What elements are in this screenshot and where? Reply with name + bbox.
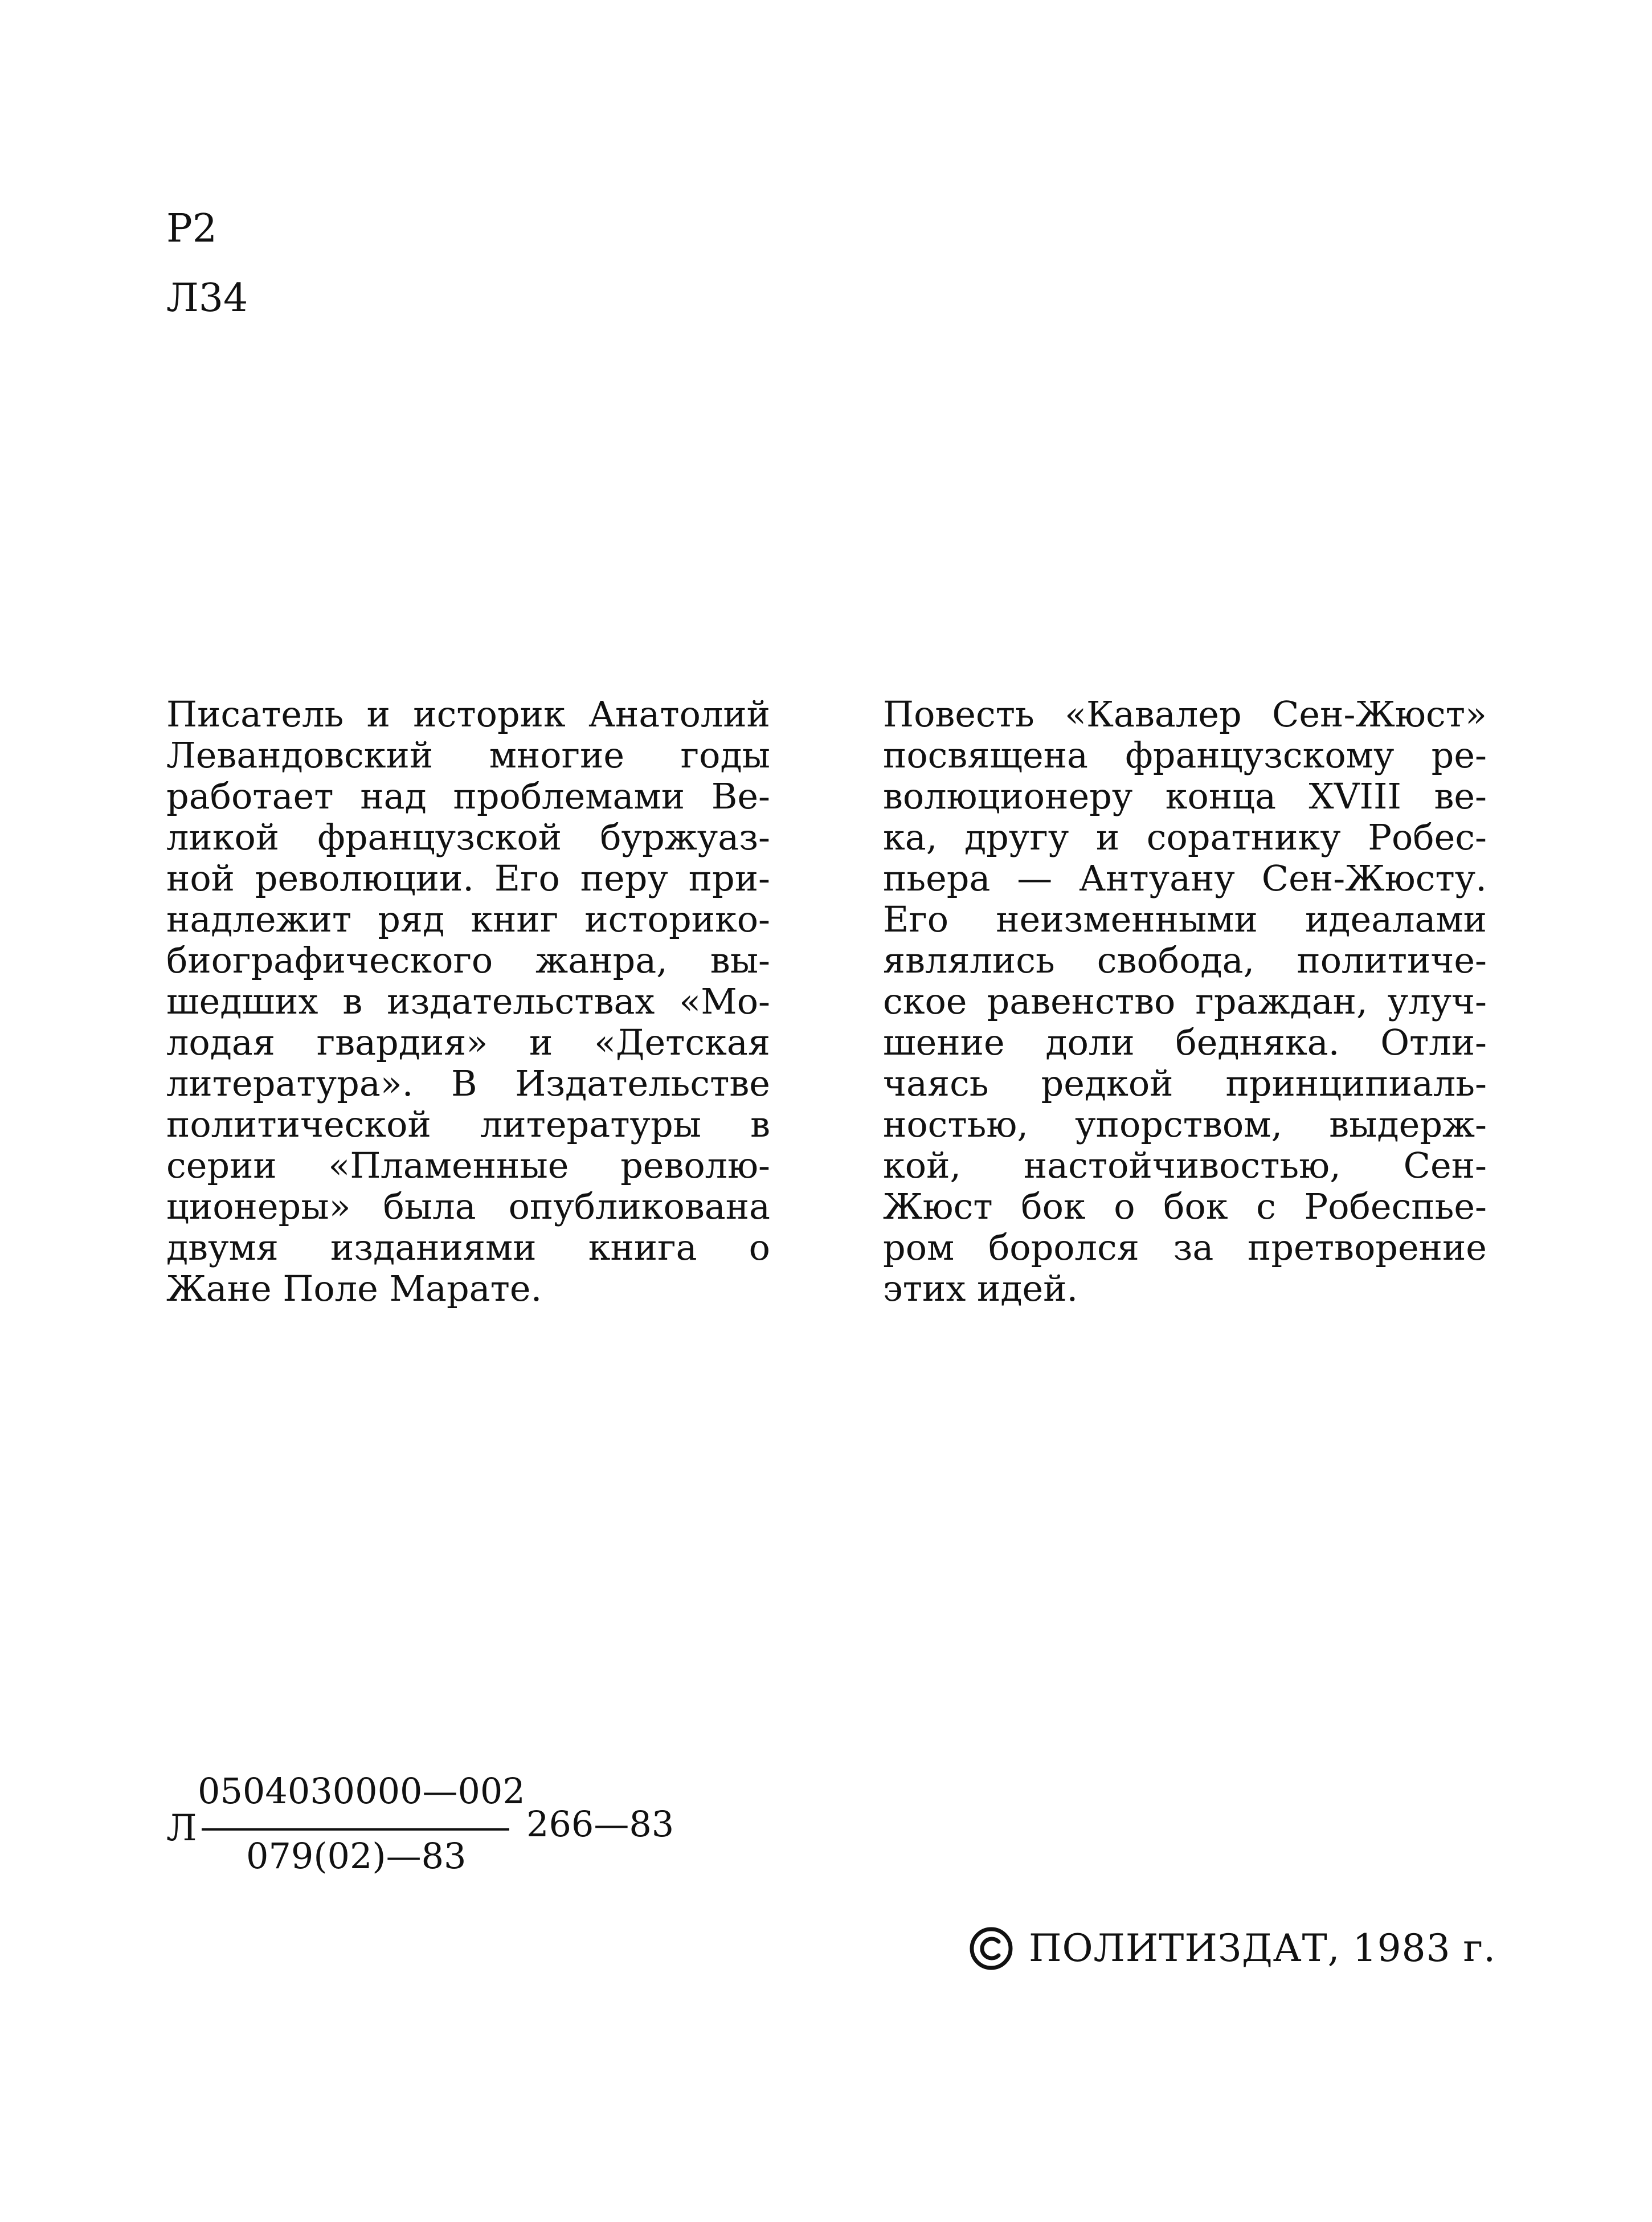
index-letter: Л — [166, 1807, 197, 1849]
text-line: шедших в издательствах «Мо- — [166, 981, 770, 1022]
index-denominator: 079(02)—83 — [246, 1835, 467, 1877]
publisher-name-year: ПОЛИТИЗДАТ, 1983 г. — [1029, 1926, 1496, 1970]
text-line: лодая гвардия» и «Детская — [166, 1022, 770, 1063]
text-line: Жане Поле Марате. — [166, 1268, 542, 1309]
annotation-right-column — [883, 694, 1487, 1309]
classification-code-1: Р2 — [166, 206, 218, 251]
text-line: чаясь редкой принципиаль- — [883, 1063, 1487, 1104]
text-line: волюционеру конца XVIII ве- — [883, 776, 1487, 817]
text-line: ционеры» была опубликована — [166, 1186, 770, 1227]
publisher-imprint — [968, 1923, 1496, 1974]
index-numerator: 0504030000—002 — [198, 1770, 525, 1812]
text-line: Повесть «Кавалер Сен-Жюст» — [883, 694, 1487, 735]
text-line: ной революции. Его перу при- — [166, 858, 770, 899]
text-line: Жюст бок о бок с Робеспье- — [883, 1186, 1487, 1227]
text-line: ка, другу и соратнику Робес- — [883, 817, 1487, 858]
text-line: политической литературы в — [166, 1104, 770, 1145]
text-line: биографического жанра, вы- — [166, 940, 770, 981]
text-line: кой, настойчивостью, Сен- — [883, 1145, 1487, 1186]
text-line: двумя изданиями книга о — [166, 1227, 770, 1268]
text-line: Левандовский многие годы — [166, 735, 770, 776]
annotation-left-column — [166, 694, 770, 1309]
text-line: шение доли бедняка. Отли- — [883, 1022, 1487, 1063]
text-line: являлись свобода, политиче- — [883, 940, 1487, 981]
text-line: Писатель и историк Анатолий — [166, 694, 770, 735]
text-line: этих идей. — [883, 1268, 1078, 1309]
text-line: литература». В Издательстве — [166, 1063, 770, 1104]
text-line: пьера — Антуану Сен-Жюсту. — [883, 858, 1487, 899]
publication-index-code — [166, 1769, 679, 1877]
copyright-icon — [968, 1926, 1014, 1971]
index-side-number: 266—83 — [526, 1803, 674, 1845]
text-line: Его неизменными идеалами — [883, 899, 1487, 940]
text-line: надлежит ряд книг историко- — [166, 899, 770, 940]
text-line: ликой французской буржуаз- — [166, 817, 770, 858]
text-line: посвящена французскому ре- — [883, 735, 1487, 776]
text-line: ром боролся за претворение — [883, 1227, 1487, 1268]
text-line: ское равенство граждан, улуч- — [883, 981, 1487, 1022]
fraction-bar — [202, 1828, 509, 1831]
text-line: работает над проблемами Ве- — [166, 776, 770, 817]
text-line: ностью, упорством, выдерж- — [883, 1104, 1487, 1145]
classification-code-2: Л34 — [166, 276, 248, 321]
text-line: серии «Пламенные револю- — [166, 1145, 770, 1186]
